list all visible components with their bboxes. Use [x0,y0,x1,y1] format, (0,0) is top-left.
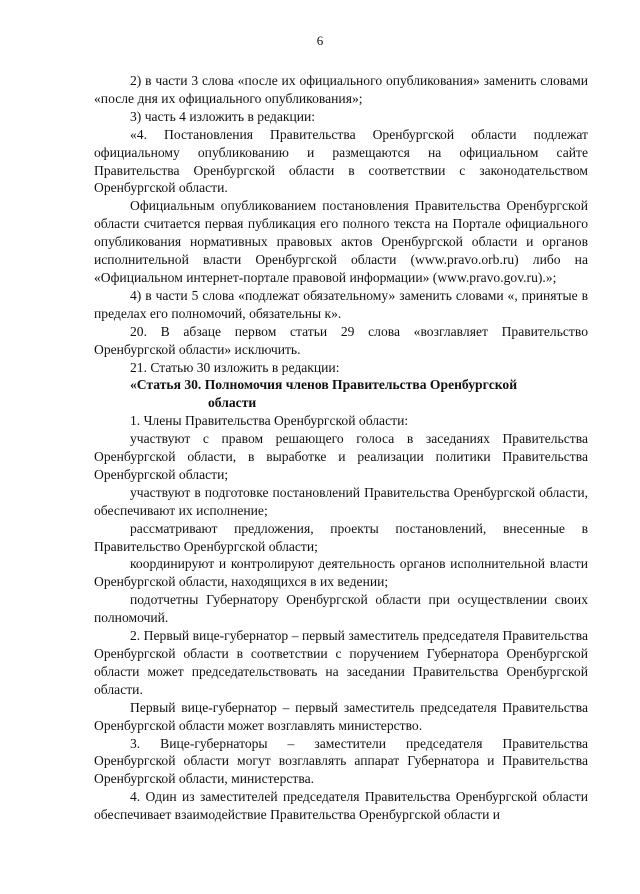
paragraph-members-resolutions: участвуют в подготовке постановлений Правительства Оренбургской области, обеспечивают их исполнение; [94,484,588,518]
paragraph-part4-intro: 3) часть 4 изложить в редакции: [130,108,316,124]
paragraph-part3-amendment: 2) в части 3 слова «после их официального опубликования» заменить словами «после дня их официального опубликования»; [94,73,588,106]
paragraph-deputy-interaction: 4. Один из заместителей председателя Правительства Оренбургской области обеспечивает взаимодействие Правительства Оренбургской области и [94,789,588,823]
paragraph-members-accountable: подотчетны Губернатору Оренбургской области при осуществлении своих полномочий. [94,592,588,626]
document-body [94,72,588,824]
paragraph-resolutions-publication: «4. Постановления Правительства Оренбургской области подлежат официальному опубликованию и размещаются на официальном сайте Правительства Оренбургской области в соответствии с законодательством Оренбургской области. [94,126,588,196]
paragraph-first-vice-governor-chair: 2. Первый вице-губернатор – первый заместитель председателя Правительства Оренбургской области в соответствии с поручением Губернатора Оренбургской области может председательствовать на заседании Правительства Оренбургской области. [94,628,588,697]
paragraph-article29-amendment: 20. В абзаце первом статьи 29 слова «возглавляет Правительство Оренбургской области» исключить. [94,323,588,357]
paragraph-members-intro: 1. Члены Правительства Оренбургской области: [130,413,409,429]
paragraph-part5-amendment: 4) в части 5 слова «подлежат обязательному» заменить словами «, принятые в пределах его полномочий, обязательны к». [94,287,588,321]
page-number: 6 [316,33,324,48]
article-heading [94,376,588,412]
paragraph-article30-intro: 21. Статью 30 изложить в редакции: [130,359,340,375]
paragraph-official-publication: Официальным опубликованием постановления Правительства Оренбургской области считается первая публикация его полного текста на Портале официального опубликования нормативных правовых актов Оренбургской области и органов исполнительной власти Оренбургской области (www.pravo.orb.ru) либо на «Официальном интернет-портале правовой информации» (www.pravo.gov.ru).»; [94,198,588,285]
paragraph-vice-governors: 3. Вице-губернаторы – заместители председателя Правительства Оренбургской области могут возглавлять аппарат Губернатора и Правительства Оренбургской области, министерства. [94,735,588,787]
paragraph-members-proposals: рассматривают предложения, проекты постановлений, внесенные в Правительство Оренбургской области; [94,520,588,554]
article-heading-line1: «Статья 30. Полномочия членов Правительства Оренбургской [130,377,518,393]
article-heading-line2: области [208,395,257,411]
paragraph-first-vice-governor-ministry: Первый вице-губернатор – первый заместитель председателя Правительства Оренбургской области может возглавлять министерство. [94,699,588,733]
paragraph-members-voting: участвуют с правом решающего голоса в заседаниях Правительства Оренбургской области, в выработке и реализации политики Правительства Оренбургской области; [94,431,588,482]
paragraph-members-coordinate: координируют и контролируют деятельность органов исполнительной власти Оренбургской области, находящихся в их ведении; [94,556,588,590]
